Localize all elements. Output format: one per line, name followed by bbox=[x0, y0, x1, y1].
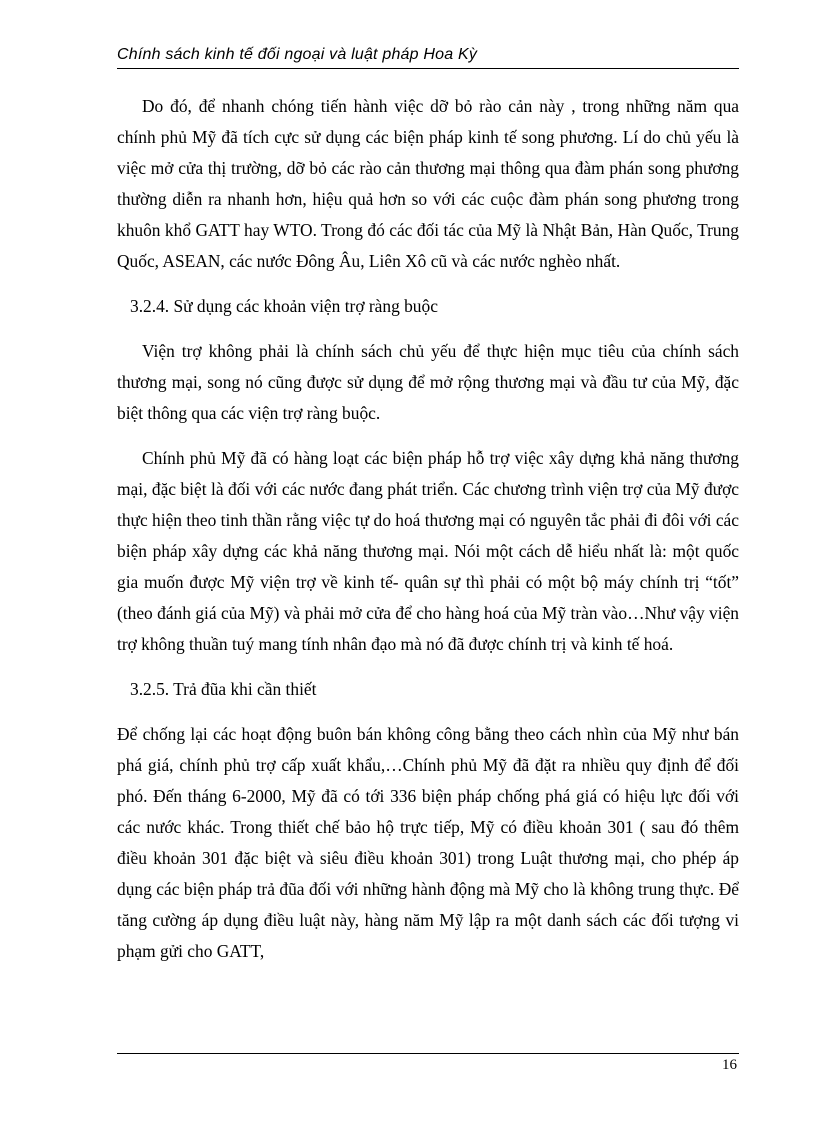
document-body bbox=[117, 91, 739, 981]
paragraph-aid-policy: Viện trợ không phải là chính sách chủ yếu để thực hiện mục tiêu của chính sách thương mại, song nó cũng được sử dụng để mở rộng thương mại và đầu tư của Mỹ, đặc biệt thông qua các viện trợ ràng buộc. bbox=[117, 341, 739, 423]
header-divider bbox=[117, 68, 739, 69]
section-heading-3-2-5: 3.2.5. Trả đũa khi cần thiết bbox=[130, 679, 317, 699]
section-heading-3-2-4: 3.2.4. Sử dụng các khoản viện trợ ràng buộc bbox=[130, 296, 438, 316]
paragraph-bilateral-measures: Do đó, để nhanh chóng tiến hành việc dỡ bỏ rào cản này , trong những năm qua chính phủ Mỹ đã tích cực sử dụng các biện pháp kinh tế song phương. Lí do chủ yếu là việc mở cửa thị trường, dỡ bỏ các rào cản thương mại thông qua đàm phán song phương thường diễn ra nhanh hơn, hiệu quả hơn so với các cuộc đàm phán song phương trong khuôn khổ GATT hay WTO. Trong đó các đối tác của Mỹ là Nhật Bản, Hàn Quốc, Trung Quốc, ASEAN, các nước Đông Âu, Liên Xô cũ và các nước nghèo nhất. bbox=[117, 96, 739, 271]
running-header: Chính sách kinh tế đối ngoại và luật pháp Hoa Kỳ bbox=[117, 46, 478, 63]
paragraph-retaliation: Để chống lại các hoạt động buôn bán không công bằng theo cách nhìn của Mỹ như bán phá giá, chính phủ trợ cấp xuất khẩu,…Chính phủ Mỹ đã đặt ra nhiều quy định để đối phó. Đến tháng 6-2000, Mỹ đã có tới 336 biện pháp chống phá giá có hiệu lực đối với các nước khác. Trong thiết chế bảo hộ trực tiếp, Mỹ có điều khoản 301 ( sau đó thêm điều khoản 301 đặc biệt và siêu điều khoản 301) trong Luật thương mại, cho phép áp dụng các biện pháp trả đũa đối với những hành động mà Mỹ cho là không trung thực. Để tăng cường áp dụng điều luật này, hàng năm Mỹ lập ra một danh sách các đối tượng vi phạm gửi cho GATT, bbox=[117, 724, 739, 961]
paragraph-trade-capacity: Chính phủ Mỹ đã có hàng loạt các biện pháp hỗ trợ việc xây dựng khả năng thương mại, đặc biệt là đối với các nước đang phát triển. Các chương trình viện trợ của Mỹ được thực hiện theo tinh thần rằng việc tự do hoá thương mại có nguyên tắc phải đi đôi với các biện pháp xây dựng các khả năng thương mại. Nói một cách dễ hiểu nhất là: một quốc gia muốn được Mỹ viện trợ về kinh tế- quân sự thì phải có một bộ máy chính trị “tốt” (theo đánh giá của Mỹ) và phải mở cửa để cho hàng hoá của Mỹ tràn vào…Như vậy viện trợ không thuần tuý mang tính nhân đạo mà nó đã được chính trị và kinh tế hoá. bbox=[117, 448, 739, 654]
footer-divider bbox=[117, 1053, 739, 1054]
page-number: 16 bbox=[722, 1057, 737, 1073]
